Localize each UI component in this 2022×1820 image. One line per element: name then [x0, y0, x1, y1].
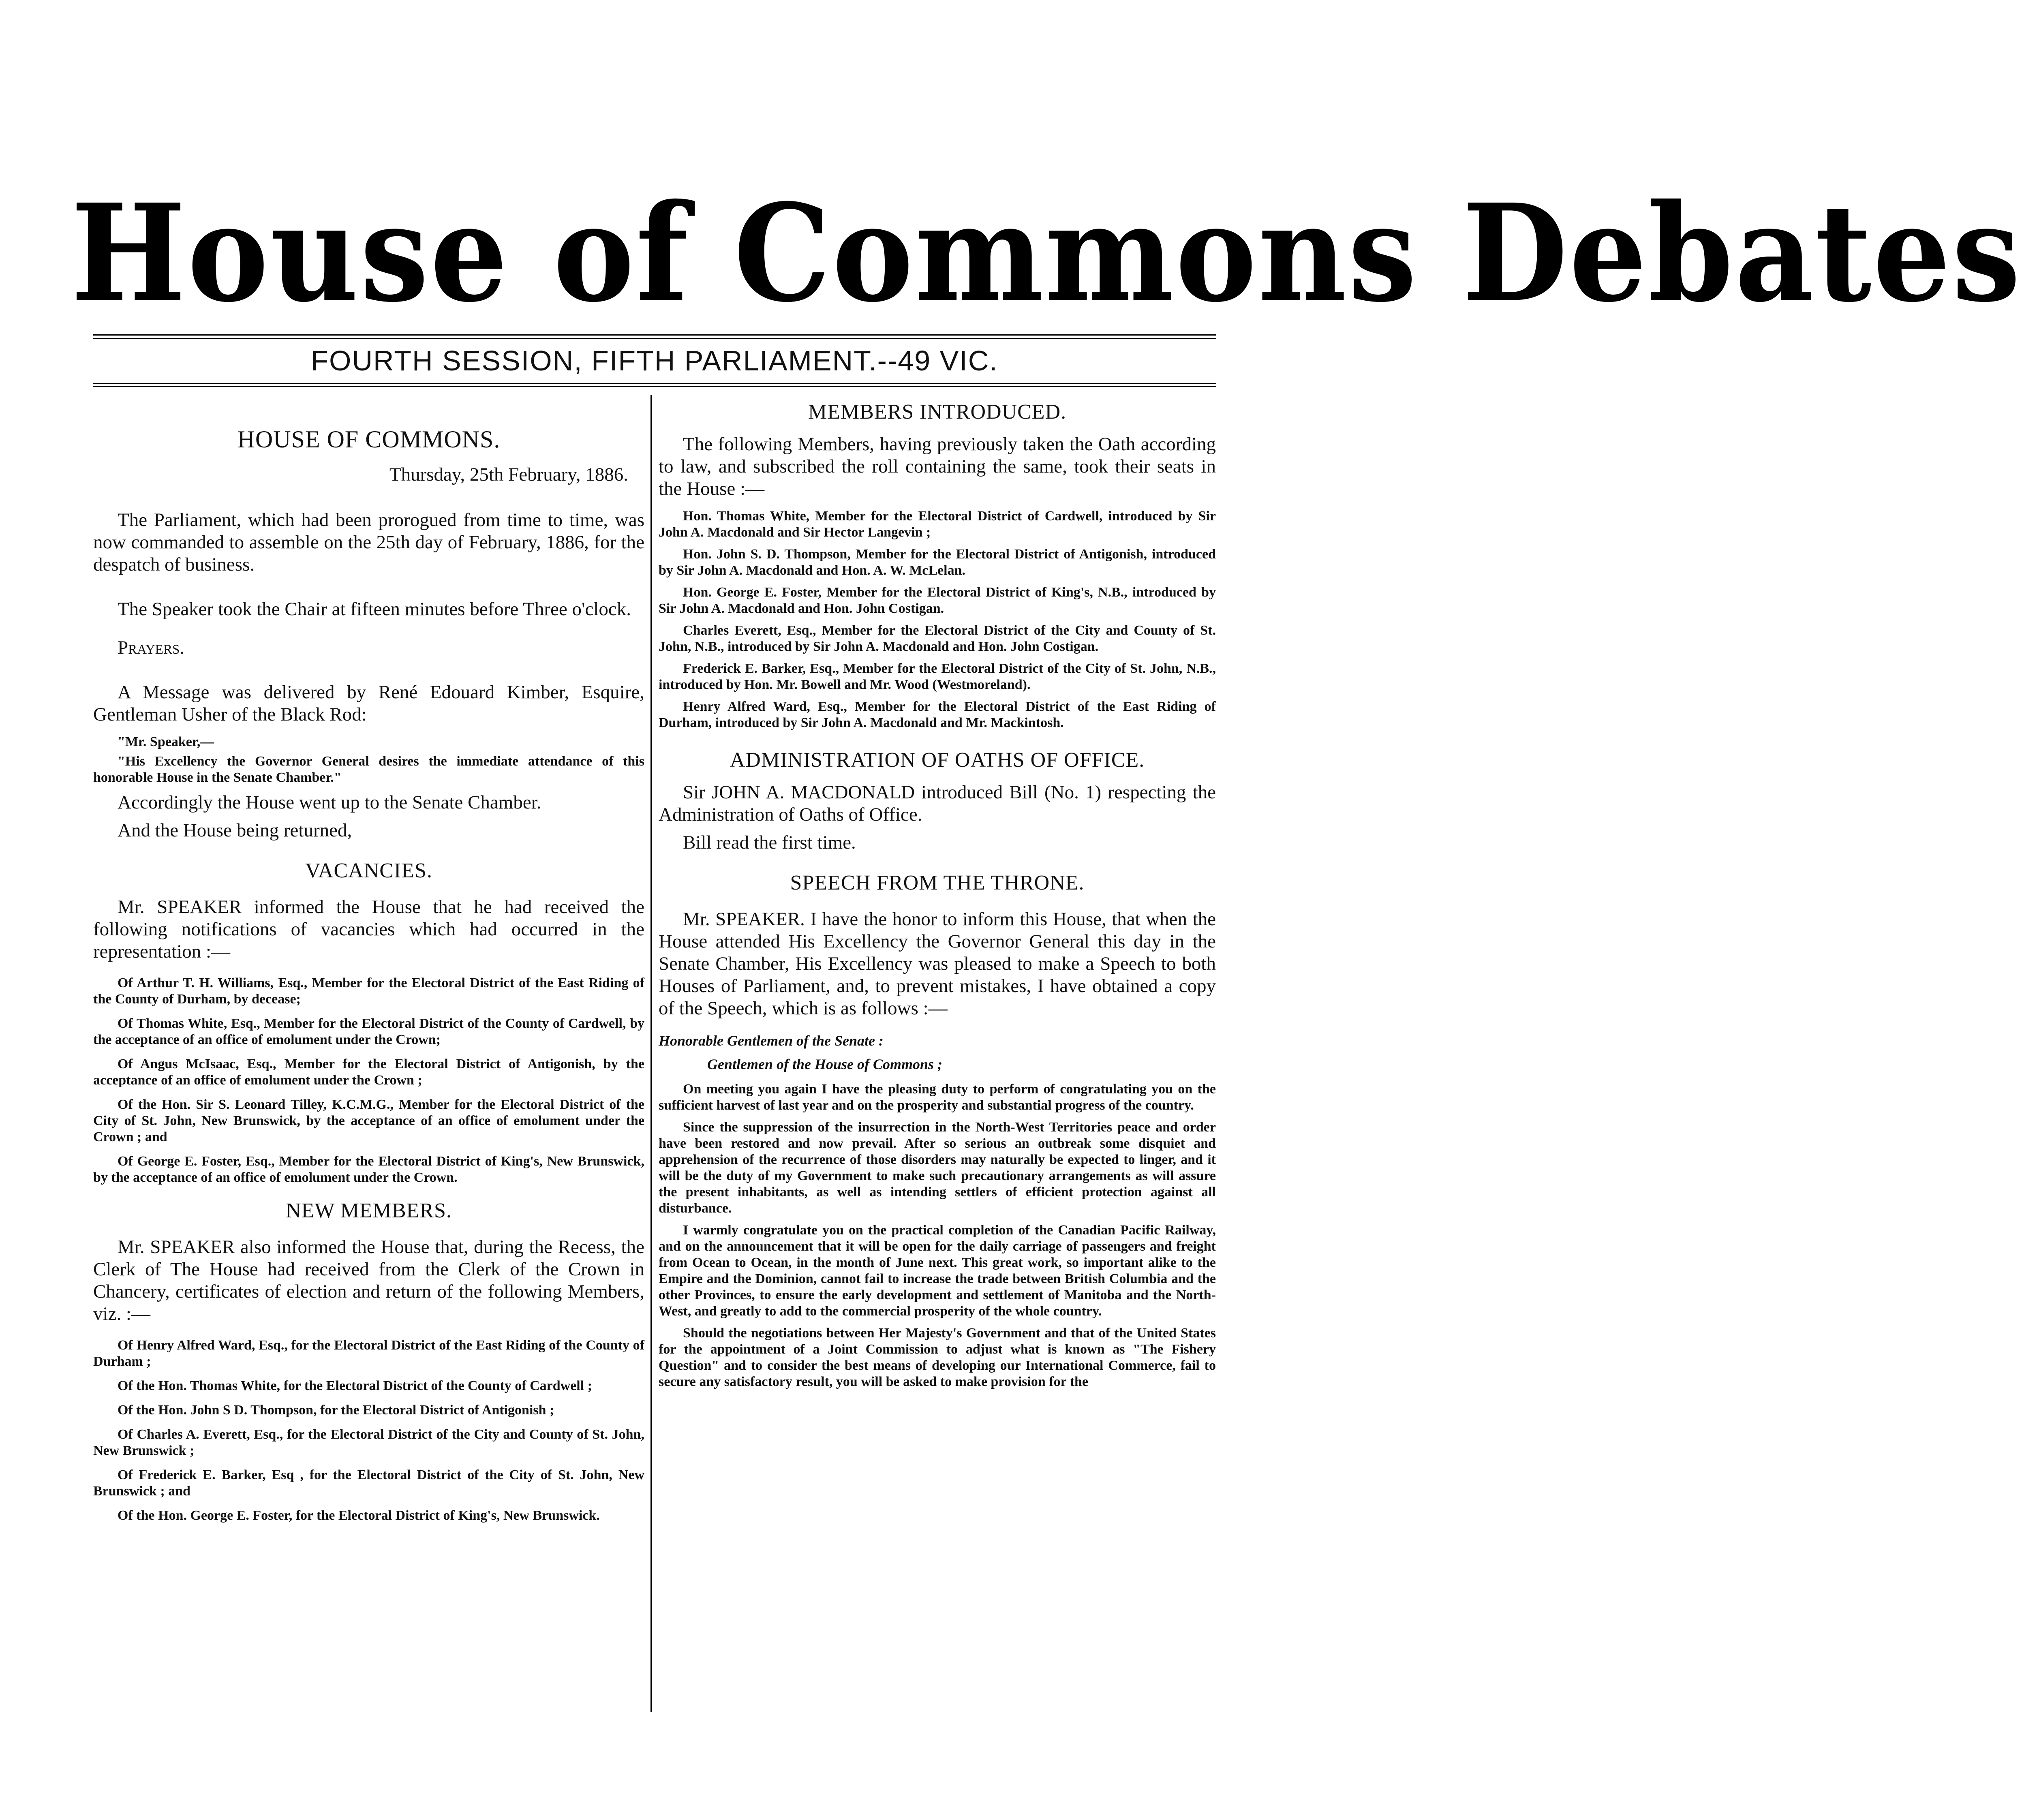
house-of-commons-heading: HOUSE OF COMMONS. [237, 426, 501, 453]
speaker-chair-paragraph: The Speaker took the Chair at fifteen minutes before Three o'clock. [118, 599, 631, 620]
prayers-line: Prayers. [118, 637, 185, 658]
message-paragraph: A Message was delivered by René Edouard Kimber, Esquire, Gentleman Usher of the Black Rod: [93, 682, 644, 725]
new-member-item: Of the Hon. John S D. Thompson, for the Electoral District of Antigonish ; [118, 1403, 554, 1418]
quote-salutation: "Mr. Speaker,— [118, 734, 214, 749]
vacancy-item: Of the Hon. Sir S. Leonard Tilley, K.C.M.G., Member for the Electoral District of the City of St. John, New Brunswick, by the acceptance of an office of emolument under the Crown ; and [93, 1097, 644, 1144]
member-introduced-item: Charles Everett, Esq., Member for the Electoral District of the City and County of St. John, N.B., introduced by Sir John A. Macdonald and Hon. John Costigan. [659, 623, 1216, 654]
vacancies-intro: Mr. SPEAKER informed the House that he had received the following notifications of vacancies which had occurred in the representation :— [93, 896, 644, 962]
new-members-intro: Mr. SPEAKER also informed the House that, during the Recess, the Clerk of The House had received from the Clerk of the Crown in Chancery, certificates of election and return of the following Members, viz. :— [93, 1236, 644, 1324]
session-rule-bottom [93, 383, 1216, 384]
new-member-item: Of Frederick E. Barker, Esq , for the Electoral District of the City of St. John, New Brunswick ; and [93, 1467, 644, 1499]
vacancies-heading: VACANCIES. [305, 859, 432, 882]
masthead-rule-top [93, 334, 1216, 336]
session-rule-bottom-thick [93, 386, 1216, 387]
member-introduced-item: Hon. Thomas White, Member for the Electoral District of Cardwell, introduced by Sir John A. Macdonald and Sir Hector Langevin ; [659, 509, 1216, 540]
vacancy-item: Of Angus McIsaac, Esq., Member for the Electoral District of Antigonish, by the acceptance of an office of emolument under the Crown ; [93, 1056, 644, 1088]
members-intro: The following Members, having previously taken the Oath according to law, and subscribed the roll containing the same, took their seats in the House :— [659, 434, 1216, 499]
new-member-item: Of the Hon. Thomas White, for the Electoral District of the County of Cardwell ; [118, 1378, 592, 1393]
member-introduced-item: Hon. John S. D. Thompson, Member for the Electoral District of Antigonish, introduced by Sir John A. Macdonald and Hon. A. W. McLelan. [659, 547, 1216, 578]
oaths-heading: ADMINISTRATION OF OATHS OF OFFICE. [730, 749, 1145, 772]
new-members-heading: NEW MEMBERS. [286, 1199, 452, 1222]
vacancy-item: Of Thomas White, Esq., Member for the Electoral District of the County of Cardwell, by the acceptance of an office of emolument under the Crown; [93, 1016, 644, 1047]
speech-paragraph: On meeting you again I have the pleasing duty to perform of congratulating you on the sufficient harvest of last year and on the prosperity and substantial progress of the country. [659, 1082, 1216, 1113]
members-introduced-heading: MEMBERS INTRODUCED. [808, 400, 1067, 423]
salutation-commons: Gentlemen of the House of Commons ; [707, 1056, 943, 1072]
accordingly-paragraph: Accordingly the House went up to the Senate Chamber. [118, 792, 541, 813]
member-introduced-item: Henry Alfred Ward, Esq., Member for the Electoral District of the East Riding of Durham, introduced by Sir John A. Macdonald and Mr. Mackintosh. [659, 699, 1216, 730]
new-member-item: Of Henry Alfred Ward, Esq., for the Electoral District of the East Riding of the County of Durham ; [93, 1338, 644, 1369]
speech-paragraph: Should the negotiations between Her Majesty's Government and that of the United States for the appointment of a Joint Commission to adjust what is known as "The Fishery Question" and to consider the best means of developing our International Commerce, fail to secure any satisfactory result, you will be asked to make provision for the [659, 1326, 1216, 1389]
speech-paragraph: I warmly congratulate you on the practical completion of the Canadian Pacific Railway, and on the announcement that it will be open for the daily carriage of passengers and freight from Ocean to Ocean, in the month of June next. This great work, so important alike to the Empire and the Dominion, cannot fail to increase the trade between British Columbia and the other Provinces, to ensure the early development and settlement of Manitoba and the North-West, and greatly to add to the commercial prosperity of the whole country. [659, 1223, 1216, 1319]
parliament-paragraph: The Parliament, which had been prorogued from time to time, was now commanded to assemble on the 25th day of February, 1886, for the despatch of business. [93, 509, 644, 575]
first-reading-line: Bill read the first time. [683, 832, 856, 853]
returned-paragraph: And the House being returned, [118, 820, 352, 841]
column-divider [650, 395, 652, 1712]
session-line: FOURTH SESSION, FIFTH PARLIAMENT.--49 VIC. [311, 345, 998, 376]
right-column [659, 399, 1216, 1390]
sitting-date: Thursday, 25th February, 1886. [389, 464, 628, 485]
quote-body: "His Excellency the Governor General desires the immediate attendance of this honorable House in the Senate Chamber." [93, 754, 644, 785]
speech-heading: SPEECH FROM THE THRONE. [790, 871, 1085, 894]
salutation-senate: Honorable Gentlemen of the Senate : [659, 1033, 884, 1049]
member-introduced-item: Hon. George E. Foster, Member for the Electoral District of King's, N.B., introduced by Sir John A. Macdonald and Hon. John Costigan. [659, 585, 1216, 616]
new-member-item: Of the Hon. George E. Foster, for the Electoral District of King's, New Brunswick. [118, 1508, 600, 1523]
oaths-paragraph: Sir JOHN A. MACDONALD introduced Bill (No. 1) respecting the Administration of Oaths of Office. [659, 782, 1216, 825]
new-member-item: Of Charles A. Everett, Esq., for the Electoral District of the City and County of St. John, New Brunswick ; [93, 1427, 644, 1458]
masthead-title: House of Commons Debates [71, 174, 2022, 332]
left-column [93, 399, 644, 1524]
vacancy-item: Of Arthur T. H. Williams, Esq., Member for the Electoral District of the East Riding of the County of Durham, by decease; [93, 975, 644, 1007]
member-introduced-item: Frederick E. Barker, Esq., Member for the Electoral District of the City of St. John, N.B., introduced by Hon. Mr. Bowell and Mr. Wood (Westmoreland). [659, 661, 1216, 692]
speech-intro: Mr. SPEAKER. I have the honor to inform this House, that when the House attended His Excellency the Governor General this day in the Senate Chamber, His Excellency was pleased to make a Speech to both Houses of Parliament, and, to prevent mistakes, I have obtained a copy of the Speech, which is as follows :— [659, 909, 1216, 1019]
masthead-rule-top-thin [93, 338, 1216, 339]
vacancy-item: Of George E. Foster, Esq., Member for the Electoral District of King's, New Brunswick, by the acceptance of an office of emolument under the Crown. [93, 1154, 644, 1185]
speech-paragraph: Since the suppression of the insurrection in the North-West Territories peace and order have been restored and now prevail. After so serious an outbreak some disquiet and apprehension of the recurrence of those disorders may naturally be expected to linger, and it will be the duty of my Government to make such precautionary arrangements as will assure the present inhabitants, as well as intending settlers of efficient protection against all disturbance. [659, 1120, 1216, 1216]
